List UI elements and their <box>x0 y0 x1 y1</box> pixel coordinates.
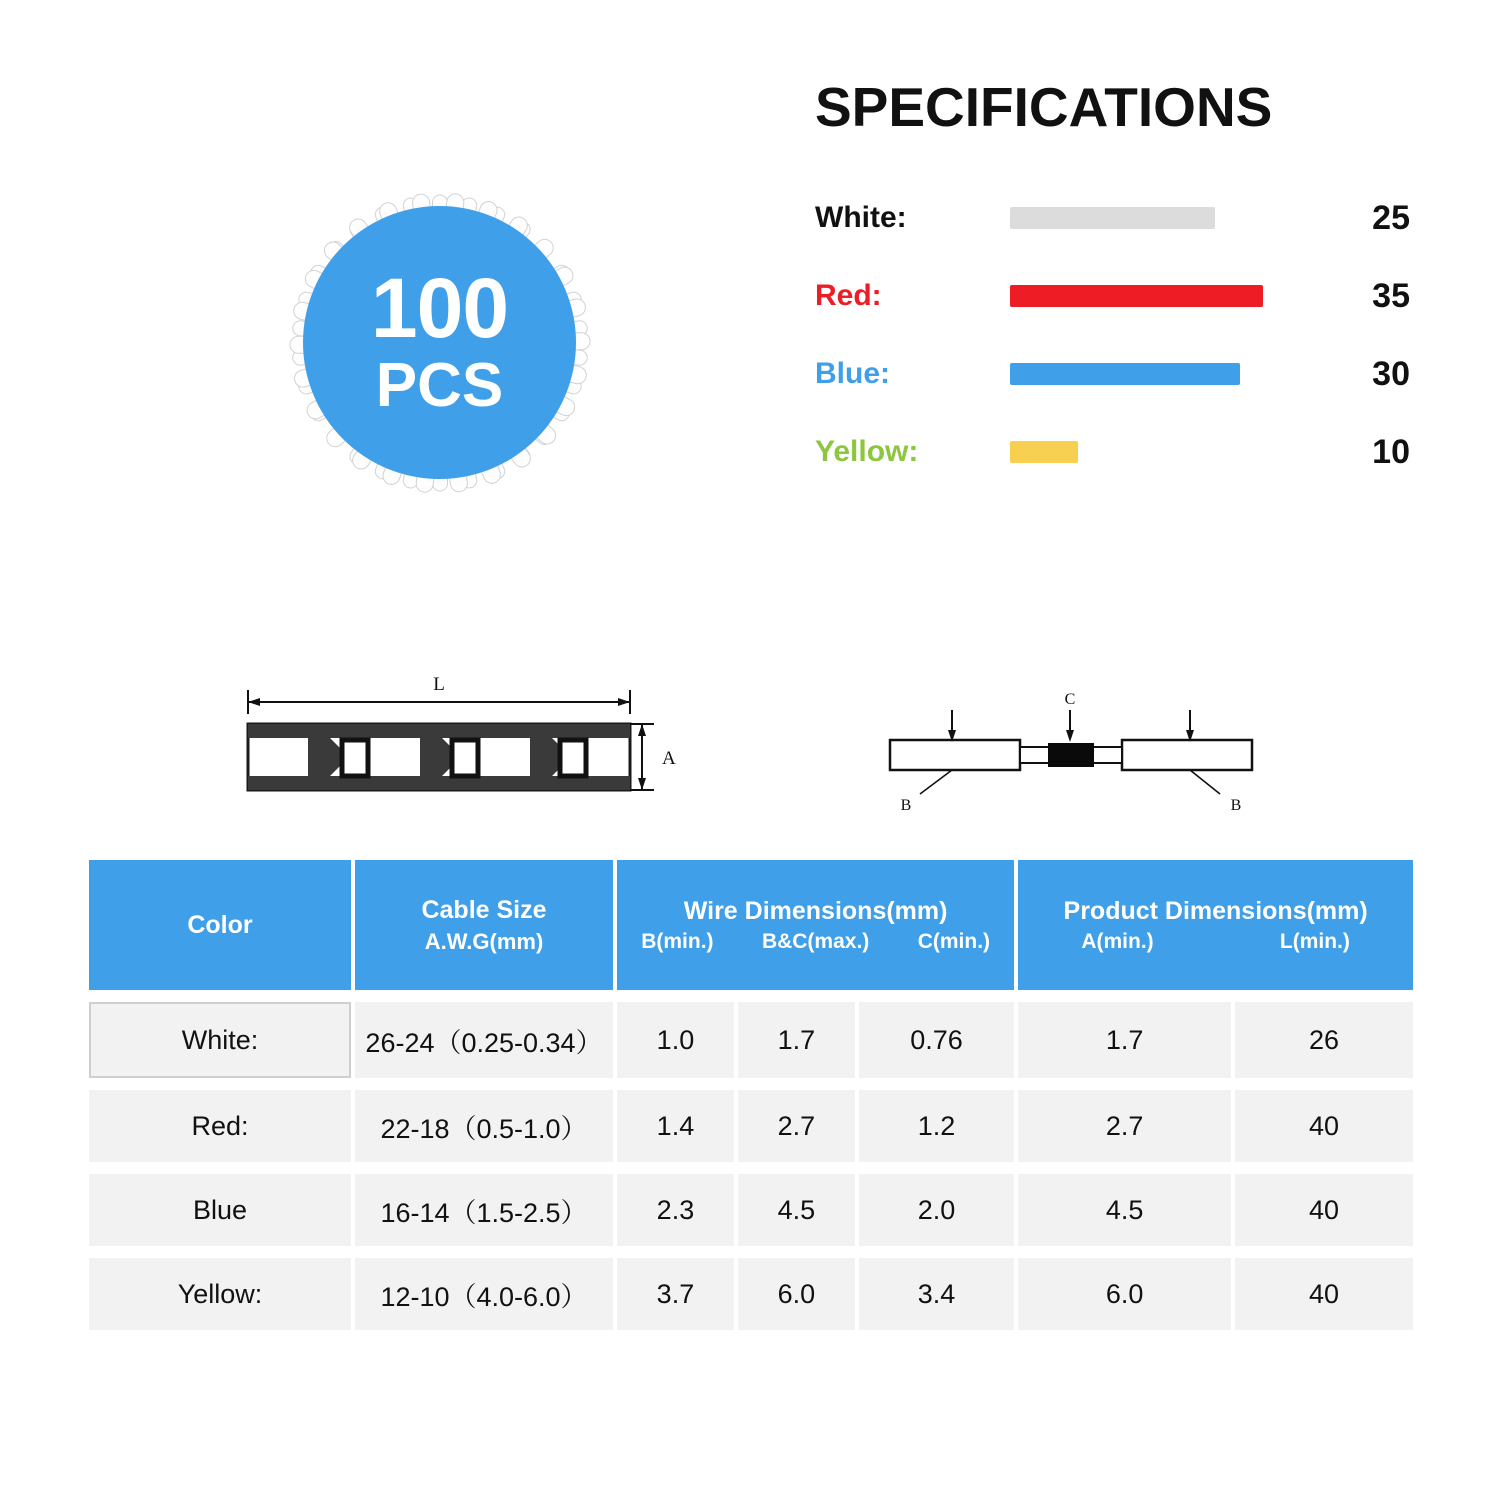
table-row <box>89 1174 1413 1246</box>
cell-l-min: 40 <box>1235 1258 1413 1330</box>
pcs-unit: PCS <box>375 350 504 420</box>
table-header-row <box>89 860 1413 990</box>
cell-color: White: <box>89 1002 351 1078</box>
cell-cable-size: 26-24（0.25-0.34） <box>355 1002 613 1078</box>
spec-row-count: 10 <box>1372 432 1410 471</box>
diagram-left-length-label: L <box>433 674 445 695</box>
cell-c-min: 3.4 <box>859 1258 1014 1330</box>
spec-row-label: Red: <box>815 279 882 312</box>
spec-row-label: Yellow: <box>815 435 919 468</box>
cell-bc-max: 1.7 <box>738 1002 855 1078</box>
spec-row <box>815 179 1415 257</box>
cell-color: Blue <box>89 1174 351 1246</box>
header-bc-max: B&C(max.) <box>761 929 870 953</box>
cell-b-min: 2.3 <box>617 1174 734 1246</box>
pcs-badge <box>303 206 576 479</box>
spec-row-bar <box>1010 441 1078 463</box>
diagram-left-height-label: A <box>662 748 676 769</box>
header-wire-dimensions-subrow <box>617 930 1014 954</box>
header-b-min: B(min.) <box>641 929 714 953</box>
cell-cable-size: 16-14（1.5-2.5） <box>355 1174 613 1246</box>
connector-dimension-diagram <box>230 668 680 818</box>
specification-table <box>85 848 1417 1342</box>
table-body <box>89 1002 1413 1330</box>
cell-c-min: 0.76 <box>859 1002 1014 1078</box>
spec-row-bar <box>1010 363 1240 385</box>
header-l-min: L(min.) <box>1279 929 1350 953</box>
header-wire-dimensions-main: Wire Dimensions(mm) <box>683 896 948 925</box>
cell-color: Yellow: <box>89 1258 351 1330</box>
header-cable-size <box>355 860 613 990</box>
diagram-right-left-label: B <box>900 797 912 814</box>
cell-b-min: 3.7 <box>617 1258 734 1330</box>
diagram-right-center-label: C <box>1064 691 1076 708</box>
cell-a-min: 1.7 <box>1018 1002 1231 1078</box>
table-row <box>89 1090 1413 1162</box>
cell-l-min: 40 <box>1235 1090 1413 1162</box>
spec-row-bar <box>1010 285 1263 307</box>
spec-row-label: White: <box>815 201 907 234</box>
spec-row-count: 25 <box>1372 198 1410 237</box>
diagram-right-right-label: B <box>1230 797 1242 814</box>
specifications-title: SPECIFICATIONS <box>815 76 1273 138</box>
cell-c-min: 2.0 <box>859 1174 1014 1246</box>
spec-row <box>815 335 1415 413</box>
header-a-min: A(min.) <box>1081 929 1154 953</box>
cell-b-min: 1.0 <box>617 1002 734 1078</box>
spec-row-bar-wrap <box>1010 207 1310 229</box>
spec-row-count: 35 <box>1372 276 1410 315</box>
spec-row-count: 30 <box>1372 354 1410 393</box>
cell-bc-max: 2.7 <box>738 1090 855 1162</box>
cell-c-min: 1.2 <box>859 1090 1014 1162</box>
cell-a-min: 4.5 <box>1018 1174 1231 1246</box>
header-cable-size-main: Cable Size <box>421 895 547 924</box>
cell-cable-size: 22-18（0.5-1.0） <box>355 1090 613 1162</box>
header-product-dimensions-subrow <box>1018 930 1413 954</box>
header-product-dimensions <box>1018 860 1413 990</box>
pcs-count: 100 <box>370 261 509 356</box>
spec-row-bar-wrap <box>1010 285 1310 307</box>
spec-row <box>815 257 1415 335</box>
header-product-dimensions-main: Product Dimensions(mm) <box>1063 896 1368 925</box>
header-color-label: Color <box>187 910 253 939</box>
cell-bc-max: 6.0 <box>738 1258 855 1330</box>
cell-cable-size: 12-10（4.0-6.0） <box>355 1258 613 1330</box>
wire-dimension-diagram <box>880 690 1280 820</box>
header-wire-dimensions <box>617 860 1014 990</box>
header-cable-size-sub: A.W.G(mm) <box>424 928 544 954</box>
product-burst-image <box>60 10 760 670</box>
cell-l-min: 26 <box>1235 1002 1413 1078</box>
spec-row-bar-wrap <box>1010 441 1310 463</box>
cell-a-min: 6.0 <box>1018 1258 1231 1330</box>
specifications-list <box>815 179 1415 491</box>
spec-row-bar <box>1010 207 1215 229</box>
specifications-panel <box>815 75 1415 491</box>
header-color <box>89 860 351 990</box>
spec-row <box>815 413 1415 491</box>
cell-bc-max: 4.5 <box>738 1174 855 1246</box>
table-row <box>89 1002 1413 1078</box>
cell-color: Red: <box>89 1090 351 1162</box>
cell-l-min: 40 <box>1235 1174 1413 1246</box>
table-header <box>89 860 1413 990</box>
table-row <box>89 1258 1413 1330</box>
cell-a-min: 2.7 <box>1018 1090 1231 1162</box>
spec-row-label: Blue: <box>815 357 890 390</box>
header-c-min: C(min.) <box>917 929 991 953</box>
cell-b-min: 1.4 <box>617 1090 734 1162</box>
spec-row-bar-wrap <box>1010 363 1310 385</box>
